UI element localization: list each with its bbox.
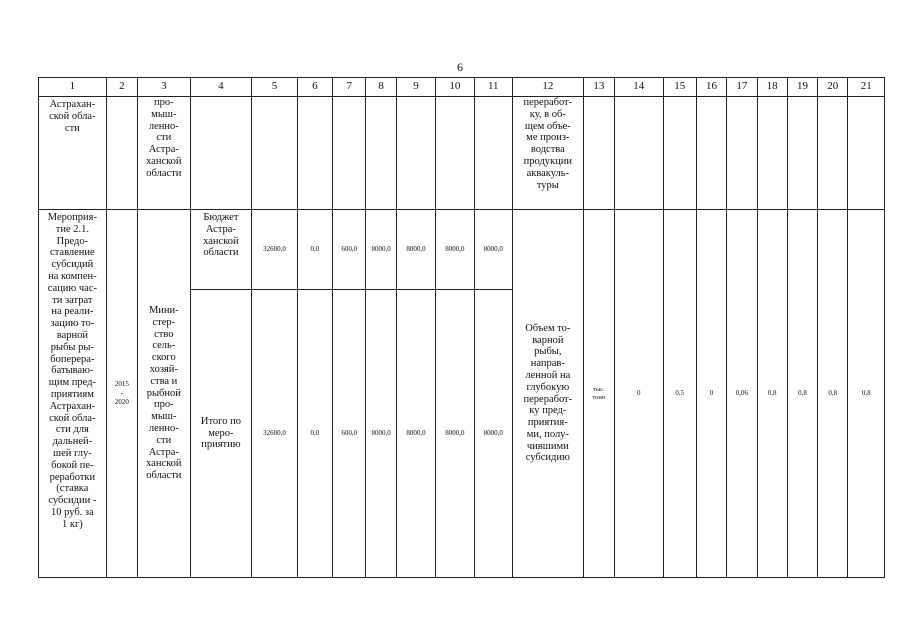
header-row — [39, 78, 885, 97]
header-cell: 1 — [39, 78, 107, 97]
measure-description-cell: Мероприя- тие 2.1. Предо- ставление субсидий на компен- сацию час- ти затрат на реали- зацию то- варной рыбы ры- боперера- батываю- щим пред- приятиям Астрахан- ской обла- сти для дальней- шей глу- бокой пе- реработки (ставка субсидии - 10 руб. за 1 кг) — [39, 210, 107, 578]
target-final-cell: 0,8 — [848, 210, 885, 578]
program-table — [38, 77, 885, 578]
amount-2019-cell: 8000,0 — [436, 210, 474, 290]
empty-cell — [848, 97, 885, 210]
empty-cell — [727, 97, 757, 210]
empty-cell — [366, 97, 396, 210]
funding-source-cell: Бюджет Астра- ханской области — [190, 210, 252, 290]
header-cell: 11 — [474, 78, 512, 97]
amount-total-cell: 32600,0 — [252, 210, 297, 290]
header-cell: 21 — [848, 78, 885, 97]
header-cell: 8 — [366, 78, 396, 97]
unit-cell: тыс. тонн — [583, 210, 614, 578]
amount-2018-cell: 8000,0 — [396, 210, 435, 290]
empty-cell — [696, 97, 726, 210]
measure-executor-cell: Мини- стер- ство сель- ского хозяй- ства и рыбной про- мыш- ленно- сти Астра- ханской области — [138, 210, 191, 578]
amount-2017-cell: 8000,0 — [366, 210, 396, 290]
target-2015-cell: 0,5 — [663, 210, 696, 578]
header-cell: 16 — [696, 78, 726, 97]
empty-cell — [436, 97, 474, 210]
continuation-row — [39, 97, 885, 210]
total-2016-cell: 600,0 — [333, 290, 366, 578]
period-cell: 2015 - 2020 — [106, 210, 137, 578]
measure-indicator-cell: Объем то- варной рыбы, направ- ленной на глубокую переработ- ку пред- приятия- ми, полу- чившими субсидию — [512, 210, 583, 578]
empty-cell — [663, 97, 696, 210]
target-2017-cell: 0,06 — [727, 210, 757, 578]
header-cell: 14 — [615, 78, 664, 97]
total-amount-cell: 32600,0 — [252, 290, 297, 578]
region-name-cell: Астрахан- ской обла- сти — [39, 97, 107, 210]
header-cell: 3 — [138, 78, 191, 97]
executor-cell: про- мыш- ленно- сти Астра- ханской области — [138, 97, 191, 210]
amount-2016-cell: 600,0 — [333, 210, 366, 290]
header-cell: 10 — [436, 78, 474, 97]
header-cell: 17 — [727, 78, 757, 97]
header-cell: 20 — [818, 78, 848, 97]
total-2015-cell: 0,0 — [297, 290, 332, 578]
header-cell: 4 — [190, 78, 252, 97]
empty-cell — [583, 97, 614, 210]
empty-cell — [106, 97, 137, 210]
header-cell: 19 — [787, 78, 817, 97]
empty-cell — [190, 97, 252, 210]
target-2020-cell: 0,8 — [818, 210, 848, 578]
total-2018-cell: 8000,0 — [396, 290, 435, 578]
target-base-cell: 0 — [615, 210, 664, 578]
header-cell: 12 — [512, 78, 583, 97]
amount-2015-cell: 0,0 — [297, 210, 332, 290]
indicator-cell: переработ- ку, в об- щем объе- ме произ- водства продукции аквакуль- туры — [512, 97, 583, 210]
empty-cell — [615, 97, 664, 210]
empty-cell — [757, 97, 787, 210]
page-number: 6 — [457, 60, 463, 74]
total-label-cell: Итого по меро- приятию — [190, 290, 252, 578]
header-cell: 18 — [757, 78, 787, 97]
header-cell: 6 — [297, 78, 332, 97]
total-2020-cell: 8000,0 — [474, 290, 512, 578]
header-cell: 15 — [663, 78, 696, 97]
header-cell: 9 — [396, 78, 435, 97]
header-cell: 5 — [252, 78, 297, 97]
empty-cell — [297, 97, 332, 210]
empty-cell — [333, 97, 366, 210]
empty-cell — [396, 97, 435, 210]
empty-cell — [787, 97, 817, 210]
target-2016-cell: 0 — [696, 210, 726, 578]
target-2019-cell: 0,8 — [787, 210, 817, 578]
empty-cell — [818, 97, 848, 210]
budget-row — [39, 210, 885, 290]
amount-2020-cell: 8000,0 — [474, 210, 512, 290]
empty-cell — [252, 97, 297, 210]
empty-cell — [474, 97, 512, 210]
header-cell: 2 — [106, 78, 137, 97]
total-2019-cell: 8000,0 — [436, 290, 474, 578]
total-2017-cell: 8000,0 — [366, 290, 396, 578]
target-2018-cell: 0,8 — [757, 210, 787, 578]
header-cell: 7 — [333, 78, 366, 97]
header-cell: 13 — [583, 78, 614, 97]
